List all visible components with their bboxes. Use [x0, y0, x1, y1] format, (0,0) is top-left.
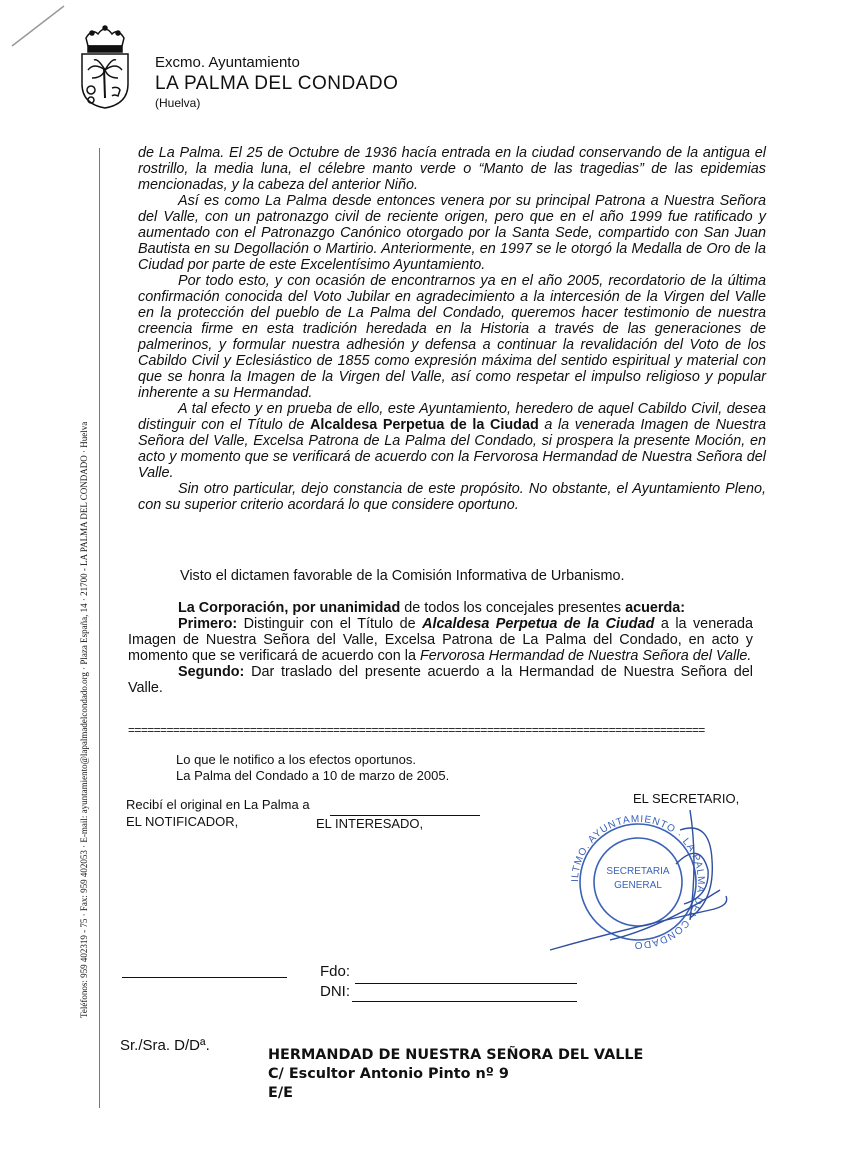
dni-line	[352, 1001, 577, 1002]
title-alcaldesa: Alcaldesa Perpetua de la Ciudad	[310, 417, 539, 433]
resolution-intro-mid: de todos los concejales presentes	[400, 600, 626, 616]
stamp-ring-text: ILTMO. AYUNTAMIENTO · LA PALMA DEL CONDADO	[569, 813, 707, 951]
notifier-signature-line	[122, 977, 287, 978]
separator-line: ==========================================================================================	[128, 726, 705, 734]
segundo-text: Dar traslado del presente acuerdo a la Hermandad de Nuestra Señora del Valle.	[128, 664, 753, 696]
notifier-label: EL NOTIFICADOR,	[126, 814, 239, 829]
paragraph-5: Sin otro particular, dejo constancia de este propósito. No obstante, el Ayuntamiento Pleno, con su superior criterio acordará lo que considere oportuno.	[138, 481, 766, 513]
margin-rule	[99, 148, 100, 1108]
recipient-ee: E/E	[268, 1085, 293, 1101]
coat-of-arms-logo	[78, 24, 132, 110]
header-municipality: LA PALMA DEL CONDADO	[155, 73, 399, 94]
paragraph-4-start: A tal efecto y en prueba de ello, este Ayuntamiento, heredero de aquel Cabildo Civil, desea distinguir con el Título de	[138, 401, 766, 433]
corporation-unanimity: La Corporación, por unanimidad	[178, 600, 401, 616]
resolution-segundo	[128, 664, 753, 696]
fdo-line	[355, 983, 577, 984]
stamp-center-2: GENERAL	[614, 880, 662, 891]
resolution-intro	[128, 600, 753, 616]
primero-text-b: a la venerada Imagen de Nuestra Señora del Valle, Excelsa Patrona de La Palma del Condado, en acto y momento que se verificará de acuerdo con la	[128, 616, 753, 664]
notification-date: La Palma del Condado a 10 de marzo de 2005.	[176, 768, 450, 783]
recipient-salutation: Sr./Sra. D/Dª.	[120, 1037, 210, 1054]
recipient-street: C/ Escultor Antonio Pinto nº 9	[268, 1066, 509, 1082]
segundo-label: Segundo:	[178, 664, 245, 680]
header-province: (Huelva)	[155, 96, 201, 110]
notification-line-1: Lo que le notifico a los efectos oportunos.	[176, 752, 416, 767]
corner-stroke-mark	[8, 0, 68, 50]
dictamen-line: Visto el dictamen favorable de la Comisión Informativa de Urbanismo.	[180, 568, 625, 584]
fdo-label: Fdo:	[320, 963, 351, 980]
official-stamp	[540, 800, 740, 960]
paragraph-4-end: a la venerada Imagen de Nuestra Señora del Valle, Excelsa Patrona de La Palma del Condado, si prospera la presente Moción, en acto y momento que se verificará de acuerdo con la Fervorosa Hermandad de Nuestra Señora del Valle.	[138, 417, 766, 481]
recipient-name: HERMANDAD DE NUESTRA SEÑORA DEL VALLE	[268, 1047, 644, 1063]
primero-text-a: Distinguir con el Título de	[237, 616, 423, 632]
paragraph-4	[138, 401, 766, 481]
resolution-block	[128, 600, 753, 696]
received-label: Recibí el original en La Palma a	[126, 797, 310, 812]
paragraph-3: Por todo esto, y con ocasión de encontrarnos ya en el año 2005, recordatorio de la última confirmación conocida del Voto Jubilar en agradecimiento a la intercesión de la Virgen del Valle en la protección del pueblo de La Palma del Condado, queremos hacer testimonio de nuestra creencia firme en esta tradición heredada en la Historia a través de las generaciones de palmerinos, y formular nuestra adhesión y defensa a continuar la revalidación del Voto de los Cabildo Civil y Eclesiástico de 1855 como expresión máxima del sentido espiritual y material con que se honra la Imagen de la Virgen del Valle, así como respetar el impulso religioso y popular inherente a su Hermandad.	[138, 273, 766, 401]
acuerda-label: acuerda:	[625, 600, 686, 616]
secretary-label: EL SECRETARIO,	[633, 791, 740, 806]
primero-label: Primero:	[178, 616, 238, 632]
interested-label: EL INTERESADO,	[316, 816, 424, 831]
sidebar-contact-text: Teléfonos: 959 402319 - 75 · Fax: 959 402053 · E-mail: ayuntamiento@lapalmadelcondado.org · Plaza España, 14 · 21700 - LA PALMA DEL CONDADO · Huelva	[79, 421, 89, 1018]
motion-body	[138, 145, 766, 513]
paragraph-1: de La Palma. El 25 de Octubre de 1936 hacía entrada en la ciudad conservando de la antigua el rostrillo, la media luna, el célebre manto verde o “Manto de las tragedias” de las epidemias mencionadas, y la cabeza del anterior Niño.	[138, 145, 766, 193]
recipient-address	[268, 1046, 643, 1103]
resolution-primero	[128, 616, 753, 664]
dni-label: DNI:	[320, 983, 350, 1000]
paragraph-2: Así es como La Palma desde entonces venera por su principal Patrona a Nuestra Señora del Valle, con un patronazgo civil de reciente origen, pero que en el año 1999 fue ratificado y aumentado con el Patronazgo Canónico otorgado por la Santa Sede, compartido con San Juan Bautista en su Degollación o Martirio. Anteriormente, en 1997 se le otorgó la Medalla de Oro de la Ciudad por parte de este Excelentísimo Ayuntamiento.	[138, 193, 766, 273]
primero-title: Alcaldesa Perpetua de la Ciudad	[422, 616, 655, 632]
stamp-center-1: SECRETARIA	[606, 866, 670, 877]
primero-hermandad: Fervorosa Hermandad de Nuestra Señora del Valle.	[419, 648, 752, 664]
header-line-1: Excmo. Ayuntamiento	[155, 54, 300, 71]
